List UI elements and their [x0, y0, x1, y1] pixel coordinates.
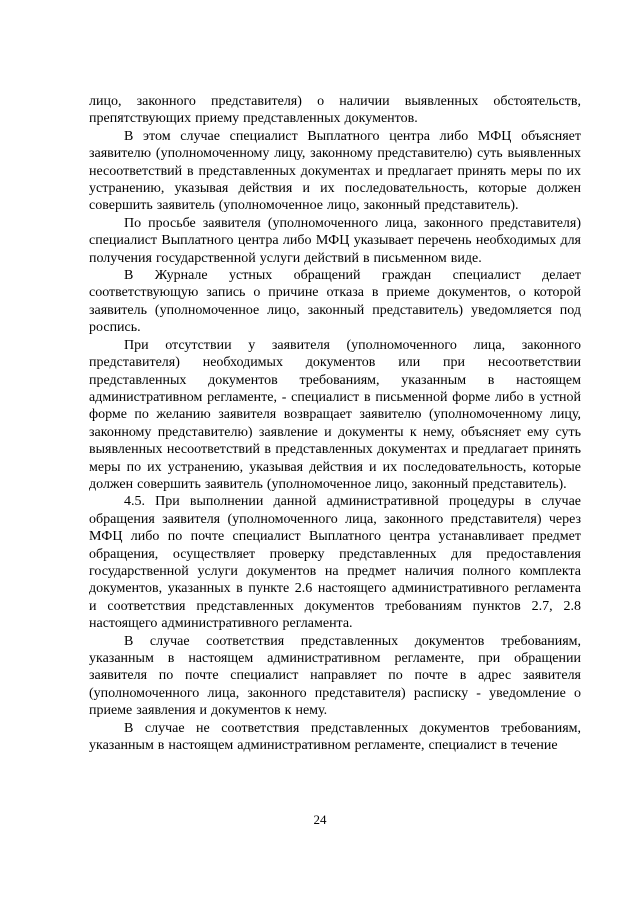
paragraph-compliance: В случае соответствия представленных документов требованиям, указанным в настоящем административном регламенте, при обращении заявителя по почте специалист направляет по почте в адрес заявителя (уполномоченного лица, законного представителя) расписку - уведомление о приеме заявления и документов к нему. [89, 633, 581, 719]
paragraph-continuation: лицо, законного представителя) о наличии выявленных обстоятельств, препятствующих приему представленных документов. [89, 94, 581, 127]
paragraph-journal: В Журнале устных обращений граждан специалист делает соответствующую запись о причине отказа в приеме документов, о которой заявитель (уполномоченное лицо, законный представитель) уведомляется под роспись. [89, 268, 581, 336]
document-body [89, 93, 581, 754]
paragraph-4-5: 4.5. При выполнении данной административной процедуры в случае обращения заявителя (уполномоченного лица, законного представителя) через МФЦ либо по почте специалист Выплатного центра устанавливает предмет обращения, осуществляет проверку представленных для предоставления государственной услуги документов на предмет наличия полного комплекта документов, указанных в пункте 2.6 настоящего административного регламента и соответствия представленных документов требованиям пунктов 2.7, 2.8 настоящего административного регламента. [89, 494, 581, 632]
paragraph-explanation: В этом случае специалист Выплатного центра либо МФЦ объясняет заявителю (уполномоченному лицу, законному представителю) суть выявленных несоответствий в представленных документах и предлагает принять меры по их устранению, указывая действия и их последовательность, которые должен совершить заявитель (уполномоченное лицо, законный представитель). [89, 128, 581, 214]
page-number: 24 [313, 812, 327, 827]
paragraph-absence: При отсутствии у заявителя (уполномоченного лица, законного представителя) необходимых документов или при несоответствии представленных документов требованиям, указанным в настоящем административном регламенте, - специалист в письменной форме либо в устной форме по желанию заявителя возвращает заявителю (уполномоченному лицу, законному представителю) заявление и документы к нему, объясняет ему суть выявленных несоответствий в представленных документах и предлагает принять меры по их устранению, указывая действия и их последовательность, которые должен совершить заявитель (уполномоченное лицо, законный представитель). [89, 337, 581, 492]
paragraph-noncompliance: В случае не соответствия представленных документов требованиям, указанным в настоящем административном регламенте, специалист в течение [89, 720, 581, 754]
paragraph-request: По просьбе заявителя (уполномоченного лица, законного представителя) специалист Выплатного центра либо МФЦ указывает перечень необходимых для получения государственной услуги действий в письменном виде. [89, 215, 581, 266]
